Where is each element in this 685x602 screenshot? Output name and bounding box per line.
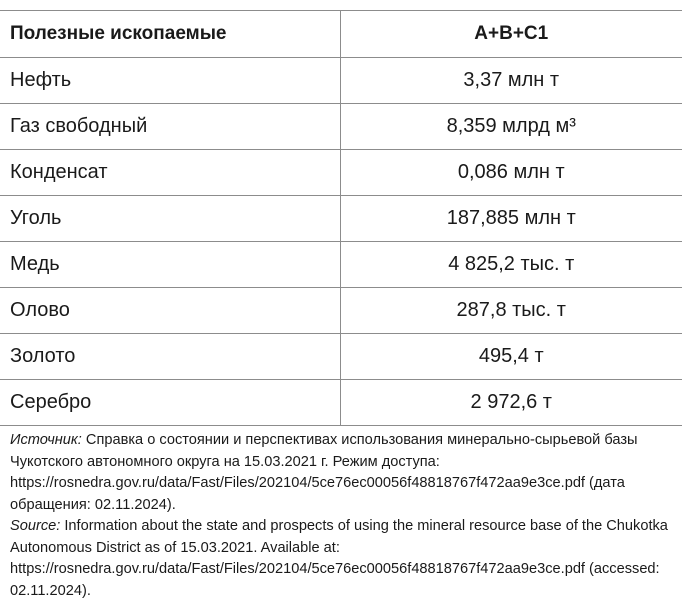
header-reserves: A+B+C1 [340,11,682,58]
table-row [0,242,682,288]
table-row [0,58,682,104]
table-row [0,104,682,150]
source-label-ru: Источник: [10,432,82,448]
table-row [0,380,682,426]
table-row [0,288,682,334]
row-name: Газ свободный [0,104,340,150]
source-label-en: Source: [10,518,61,534]
table-header-row [0,11,682,58]
row-name: Конденсат [0,150,340,196]
header-resource: Полезные ископаемые [0,11,340,58]
source-note-en [10,516,678,602]
table-row [0,334,682,380]
row-name: Нефть [0,58,340,104]
row-value: 4 825,2 тыс. т [340,242,682,288]
source-note-ru [10,430,678,516]
row-value: 8,359 млрд м³ [340,104,682,150]
row-value: 495,4 т [340,334,682,380]
row-name: Уголь [0,196,340,242]
row-value: 2 972,6 т [340,380,682,426]
source-text-en: Information about the state and prospects of using the mineral resource base of the Chukotka Autonomous District as of 15.03.2021. Available at: https://rosnedra.gov.ru/data/Fast/Files/202104/5ce76ec00056f48818767f472aa9e3ce.pdf (accessed: 02.11.2024). [10,518,668,599]
row-name: Медь [0,242,340,288]
row-value: 3,37 млн т [340,58,682,104]
table-row [0,196,682,242]
row-name: Золото [0,334,340,380]
resources-table [0,10,682,426]
row-value: 187,885 млн т [340,196,682,242]
table-row [0,150,682,196]
row-value: 287,8 тыс. т [340,288,682,334]
source-notes [10,430,678,602]
row-name: Серебро [0,380,340,426]
row-value: 0,086 млн т [340,150,682,196]
source-text-ru: Справка о состоянии и перспективах использования минерально-сырьевой базы Чукотского автономного округа на 15.03.2021 г. Режим доступа: https://rosnedra.gov.ru/data/Fast/Files/202104/5ce76ec00056f48818767f472aa9e3ce.pdf (дата обращения: 02.11.2024). [10,432,638,513]
row-name: Олово [0,288,340,334]
